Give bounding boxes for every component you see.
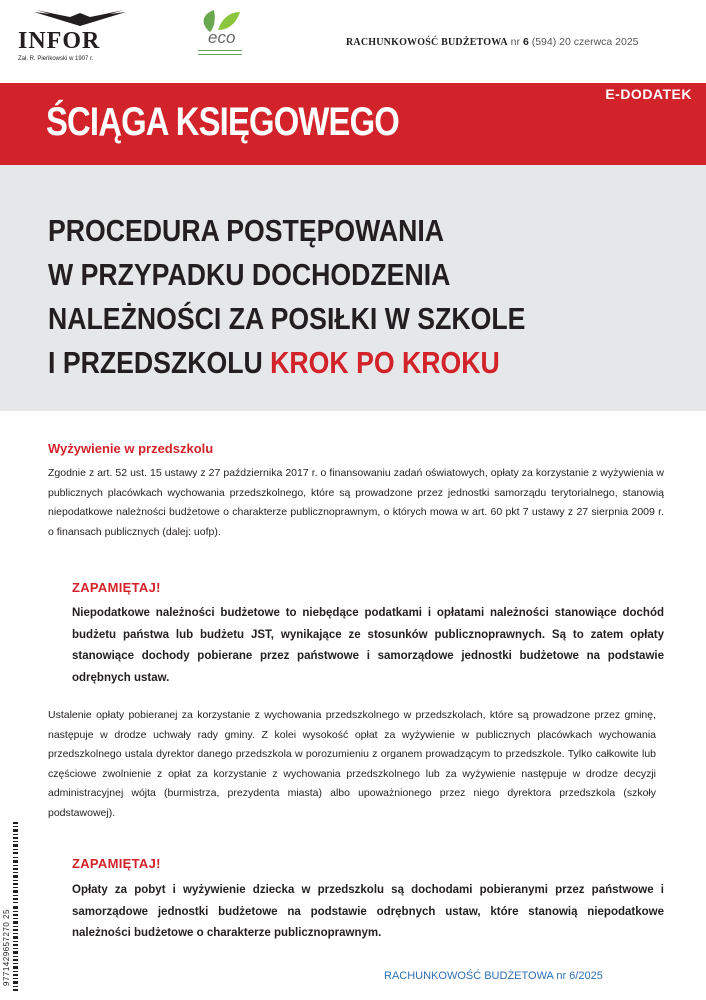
issue-info	[511, 36, 639, 48]
remember-heading: ZAPAMIĘTAJ!	[72, 580, 161, 595]
title-line: PROCEDURA POSTĘPOWANIA	[48, 213, 444, 248]
series-banner	[0, 83, 706, 165]
title-line-main: I PRZEDSZKOLU	[48, 345, 271, 380]
title-line: NALEŻNOŚCI ZA POSIŁKI W SZKOLE	[48, 301, 526, 336]
title-line	[48, 341, 598, 385]
issue-prefix: nr	[510, 36, 521, 48]
section-heading: Wyżywienie w przedszkolu	[48, 441, 214, 456]
publication-name: RACHUNKOWOŚĆ BUDŻETOWA	[346, 37, 508, 48]
publication-line	[346, 36, 639, 48]
infor-logo	[14, 10, 120, 62]
series-title: ŚCIĄGA KSIĘGOWEGO	[46, 100, 399, 144]
barcode-number: 9771429657270 25	[2, 909, 11, 986]
remember-note: Niepodatkowe należności budżetowe to niebędące podatkami i opłatami należności stanowiące dochód budżetu państwa lub budżetu JST, wynikające ze stosunków publicznoprawnych. Są to zatem opłaty stanowiące dochody pobierane przez państwowe i samorządowe jednostki budżetowe na podstawie odrębnych ustaw.	[72, 607, 664, 684]
title-accent: KROK PO KROKU	[270, 345, 500, 380]
document-title	[48, 209, 598, 385]
title-line: W PRZYPADKU DOCHODZENIA	[48, 257, 451, 292]
supplement-label: E-DODATEK	[605, 86, 692, 102]
remember-note: Opłaty za pobyt i wyżywienie dziecka w przedszkolu są dochodami pobieranymi przez państwowe i samorządowe jednostki budżetowe na podstawie odrębnych ustaw, które stanowią niepodatkowe należności budżetowe o charakterze publicznoprawnym.	[72, 884, 664, 939]
eco-divider	[198, 50, 242, 51]
paragraph: Ustalenie opłaty pobieranej za korzystanie z wychowania przedszkolnego w przedszkolach, które są prowadzone przez gminę, następuje w drodze uchwały rady gminy. Z kolei wysokość opłat za wyżywienie w publicznych placówkach wychowania przedszkolnego ustala dyrektor danego przedszkola w porozumieniu z organem prowadzącym to przedszkole. Tylko całkowite lub częściowe zwolnienie z opłat za korzystanie z wychowania przedszkolnego lub za wyżywienie następuje w drodze decyzji administracyjnej wójta (burmistrza, prezydenta miasta) albo upoważnionego przez niego dyrektora przedszkola (szkoły podstawowej).	[48, 709, 656, 819]
eco-logo	[190, 6, 250, 66]
page-footer: RACHUNKOWOŚĆ BUDŻETOWA nr 6/2025	[384, 970, 603, 982]
infor-wordmark: INFOR	[18, 28, 101, 54]
issue-date: 20 czerwca 2025	[559, 36, 639, 48]
eco-divider	[198, 54, 242, 55]
eco-wordmark: eco	[208, 28, 236, 47]
infor-founding-note: Zał. R. Pieńkowski w 1907 r.	[18, 56, 94, 62]
issue-total: (594)	[531, 36, 557, 48]
eagle-icon	[30, 10, 130, 28]
paragraph: Zgodnie z art. 52 ust. 15 ustawy z 27 października 2017 r. o finansowaniu zadań oświatowych, opłaty za korzystanie z wyżywienia w publicznych placówkach wychowania przedszkolnego, które są prowadzone przez jednostki samorządu terytorialnego, stanowią niepodatkowe należności budżetowe o charakterze publicznoprawnym, o których mowa w art. 60 pkt 7 ustawy z 27 sierpnia 2009 r. o finansach publicznych (dalej: uofp).	[48, 467, 664, 538]
issue-number: 6	[522, 36, 529, 48]
remember-heading: ZAPAMIĘTAJ!	[72, 856, 161, 871]
